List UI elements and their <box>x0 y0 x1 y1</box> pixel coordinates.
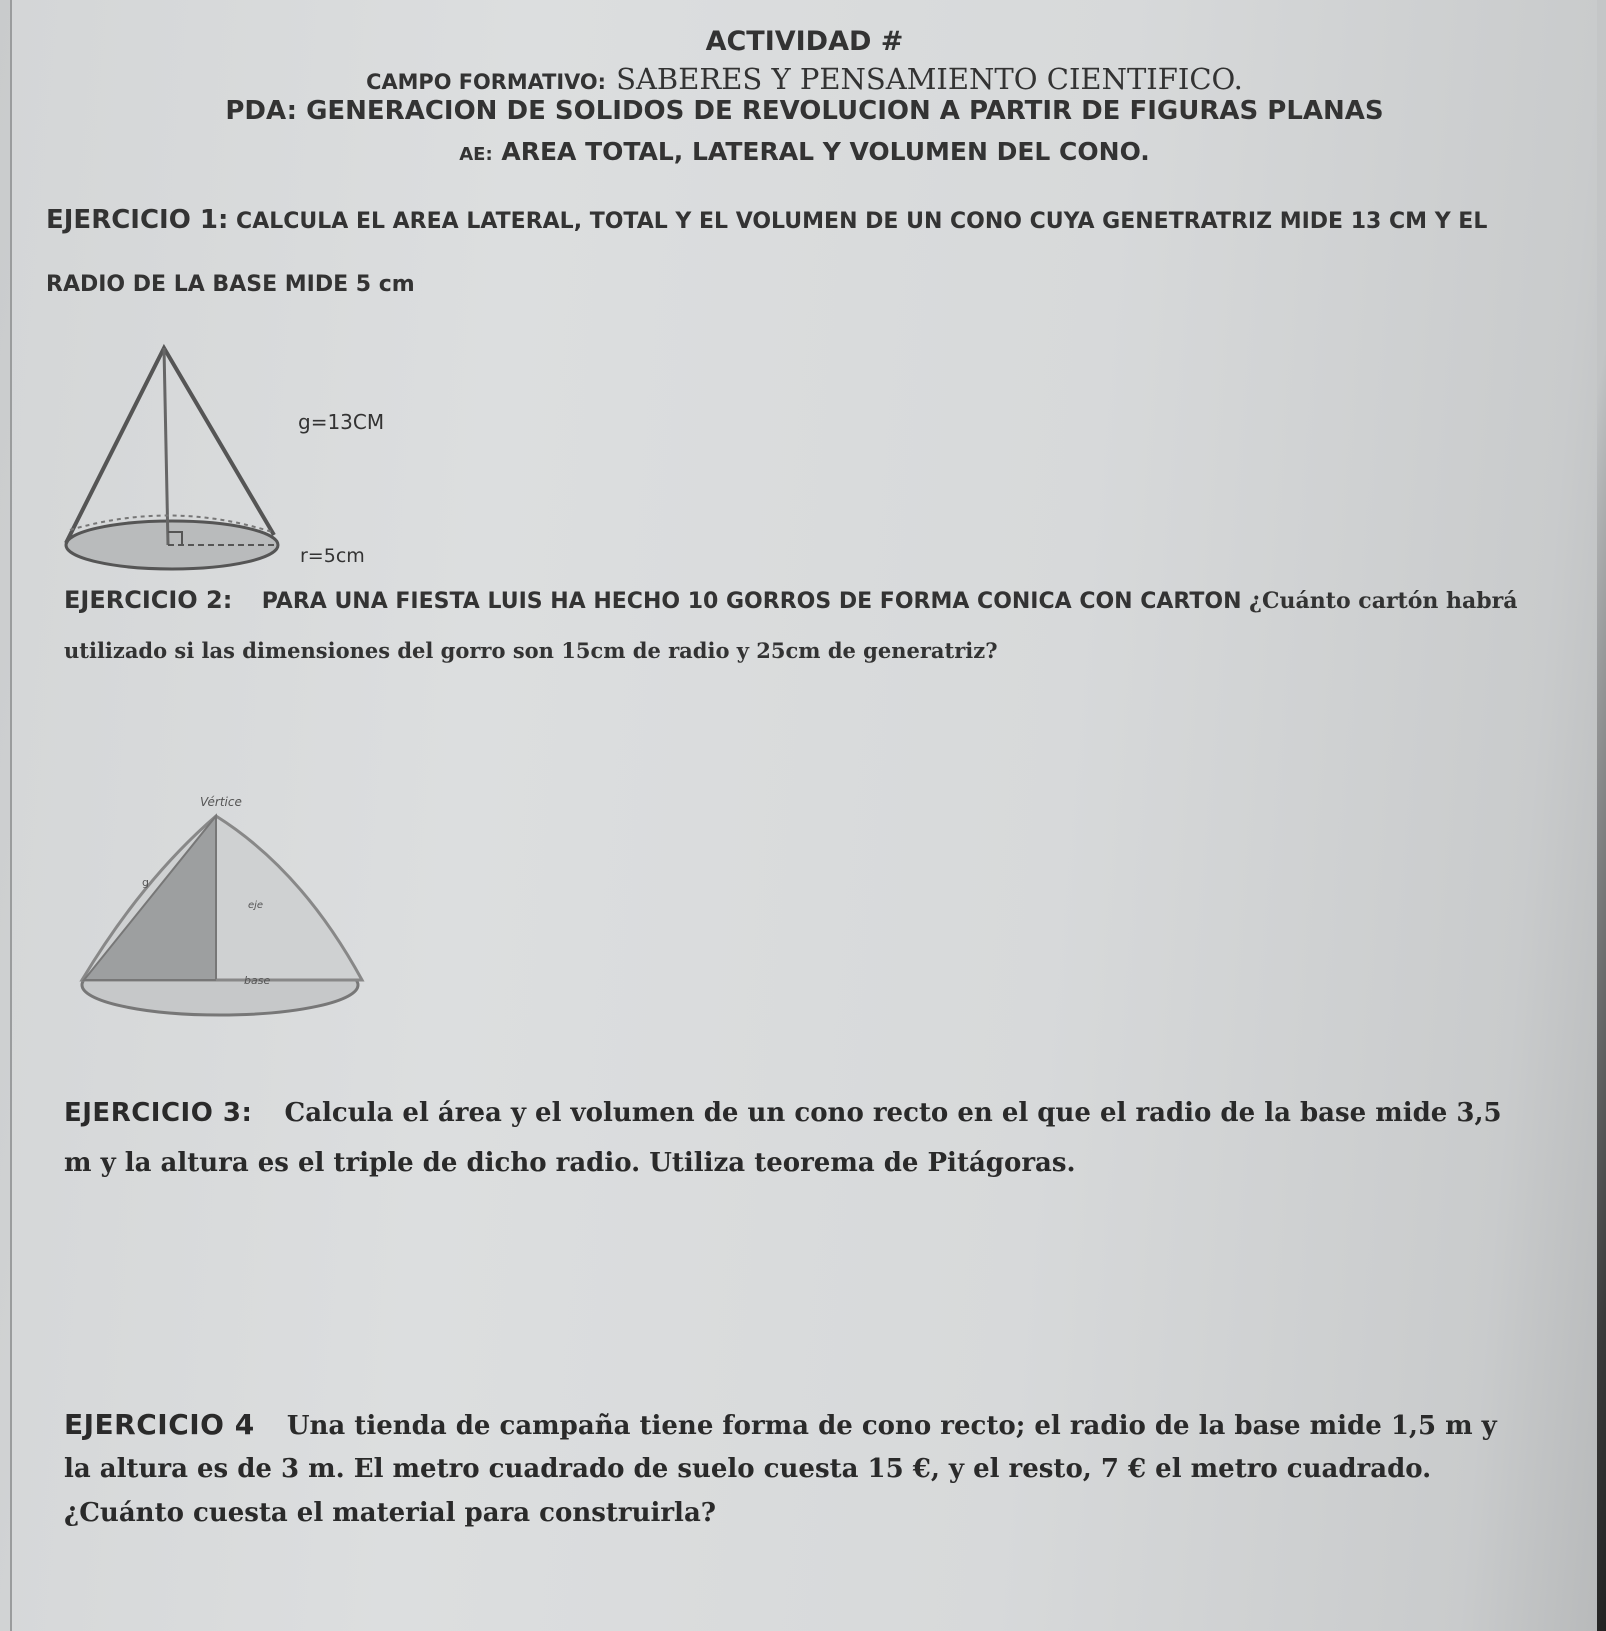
generatrix-label: g=13CM <box>298 410 385 434</box>
exercise-2-text-caps: PARA UNA FIESTA LUIS HA HECHO 10 GORROS DE FORMA CONICA CON CARTON <box>261 589 1242 614</box>
page-title: ACTIVIDAD # <box>705 26 904 57</box>
cone-generatrix-lines <box>66 348 274 543</box>
exercise-2-label: EJERCICIO 2: <box>64 586 233 614</box>
exercise-4-line-1 <box>64 1408 1497 1441</box>
exercise-1-line-2: RADIO DE LA BASE MIDE 5 cm <box>46 272 415 297</box>
exercise-4-line-2: la altura es de 3 m. El metro cuadrado de suelo cuesta 15 €, y el resto, 7 € el metro cuadrado. <box>64 1454 1432 1484</box>
ae-value: AREA TOTAL, LATERAL Y VOLUMEN DEL CONO. <box>501 137 1150 166</box>
vertex-label: Vértice <box>200 795 242 809</box>
exercise-3-text: Calcula el área y el volumen de un cono recto en el que el radio de la base mide 3,5 <box>284 1098 1502 1128</box>
exercise-3-line-1 <box>64 1098 1502 1128</box>
pda-label: PDA: <box>225 96 297 126</box>
campo-label: CAMPO FORMATIVO: <box>366 70 607 94</box>
exercise-1-text: CALCULA EL AREA LATERAL, TOTAL Y EL VOLUMEN DE UN CONO CUYA GENETRATRIZ MIDE 13 CM Y EL <box>236 209 1488 234</box>
axis-label: eje <box>248 900 264 911</box>
ae-label: AE: <box>459 144 493 165</box>
ae-line <box>12 137 1597 166</box>
exercise-2-line-2: utilizado si las dimensiones del gorro son 15cm de radio y 25cm de generatriz? <box>64 638 998 663</box>
worksheet-page <box>10 0 1597 1631</box>
exercise-3-line-2: m y la altura es el triple de dicho radio. Utiliza teorema de Pitágoras. <box>64 1148 1076 1178</box>
cone-2-triangle-section <box>84 816 216 980</box>
pda-line <box>12 96 1597 126</box>
pda-value: GENERACION DE SOLIDOS DE REVOLUCION A PARTIR DE FIGURAS PLANAS <box>306 96 1384 126</box>
cone-2-generatrix-label: g <box>142 876 149 889</box>
radius-label: r=5cm <box>300 545 365 567</box>
exercise-4-line-3: ¿Cuánto cuesta el material para construirla? <box>64 1498 717 1528</box>
exercise-2-line-1 <box>64 586 1518 614</box>
base-label: base <box>244 974 271 987</box>
exercise-2-text-rest: ¿Cuánto cartón habrá <box>1249 588 1518 614</box>
exercise-4-label: EJERCICIO 4 <box>64 1408 255 1441</box>
campo-formativo-line <box>12 62 1597 96</box>
cone-figure-1 <box>62 340 402 580</box>
exercise-4-text: Una tienda de campaña tiene forma de cono recto; el radio de la base mide 1,5 m y <box>286 1411 1497 1441</box>
exercise-3-label: EJERCICIO 3: <box>64 1098 253 1128</box>
campo-value: SABERES Y PENSAMIENTO CIENTIFICO. <box>616 62 1243 96</box>
exercise-1-line-1 <box>46 205 1487 235</box>
cone-figure-2 <box>72 790 372 1030</box>
exercise-1-label: EJERCICIO 1: <box>46 205 229 235</box>
